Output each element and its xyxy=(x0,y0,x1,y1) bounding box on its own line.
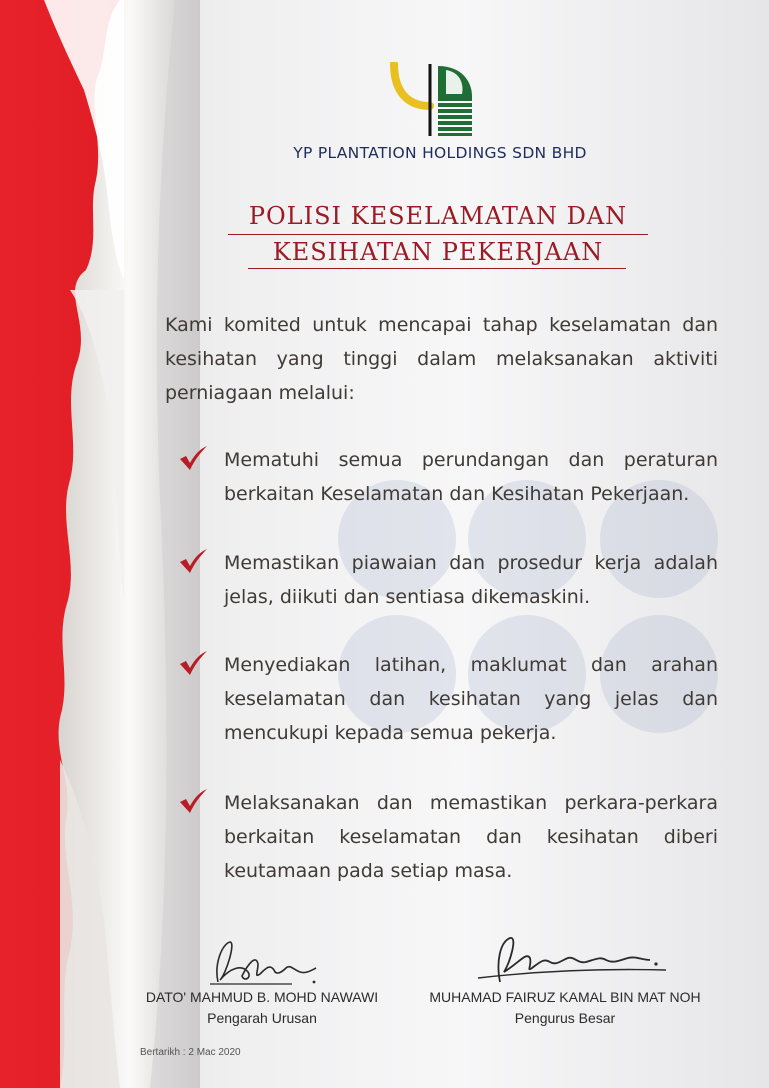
yp-logo-icon xyxy=(388,62,478,138)
torn-paper-decoration xyxy=(0,0,200,1088)
signatory-name: DATO' MAHMUD B. MOHD NAWAWI xyxy=(145,989,379,1005)
list-item-text: Mematuhi semua perundangan dan peraturan berkaitan Keselamatan dan Kesihatan Pekerjaan. xyxy=(224,449,718,505)
issue-date: Bertarikh : 2 Mac 2020 xyxy=(140,1047,241,1058)
checkmark-icon xyxy=(178,650,208,676)
signature-icon xyxy=(196,934,326,988)
list-item-text: Memastikan piawaian dan prosedur kerja adalah jelas, diikuti dan sentiasa dikemaskini. xyxy=(224,552,718,608)
signature-icon xyxy=(470,932,670,988)
checkmark-icon xyxy=(178,548,208,574)
intro-paragraph: Kami komited untuk mencapai tahap keselamatan dan kesihatan yang tinggi dalam melaksanakan aktiviti perniagaan melalui: xyxy=(165,314,718,404)
list-item-text: Menyediakan latihan, maklumat dan arahan keselamatan dan kesihatan yang jelas dan mencukupi kepada semua pekerja. xyxy=(224,654,718,744)
signatory-role: Pengurus Besar xyxy=(514,1010,616,1026)
company-name: YP PLANTATION HOLDINGS SDN BHD xyxy=(293,144,587,162)
title-underline-2 xyxy=(248,268,626,269)
checkmark-icon xyxy=(178,788,208,814)
signatory-role: Pengarah Urusan xyxy=(207,1010,317,1026)
title-underline-1 xyxy=(228,234,648,235)
signatory-name: MUHAMAD FAIRUZ KAMAL BIN MAT NOH xyxy=(429,989,701,1005)
page-title-line-1: POLISI KESELAMATAN DAN xyxy=(248,202,628,230)
list-item-text: Melaksanakan dan memastikan perkara-perkara berkaitan keselamatan dan kesihatan diberi keutamaan pada setiap masa. xyxy=(224,792,718,882)
page-title-line-2: KESIHATAN PEKERJAAN xyxy=(272,238,604,266)
checkmark-icon xyxy=(178,445,208,471)
